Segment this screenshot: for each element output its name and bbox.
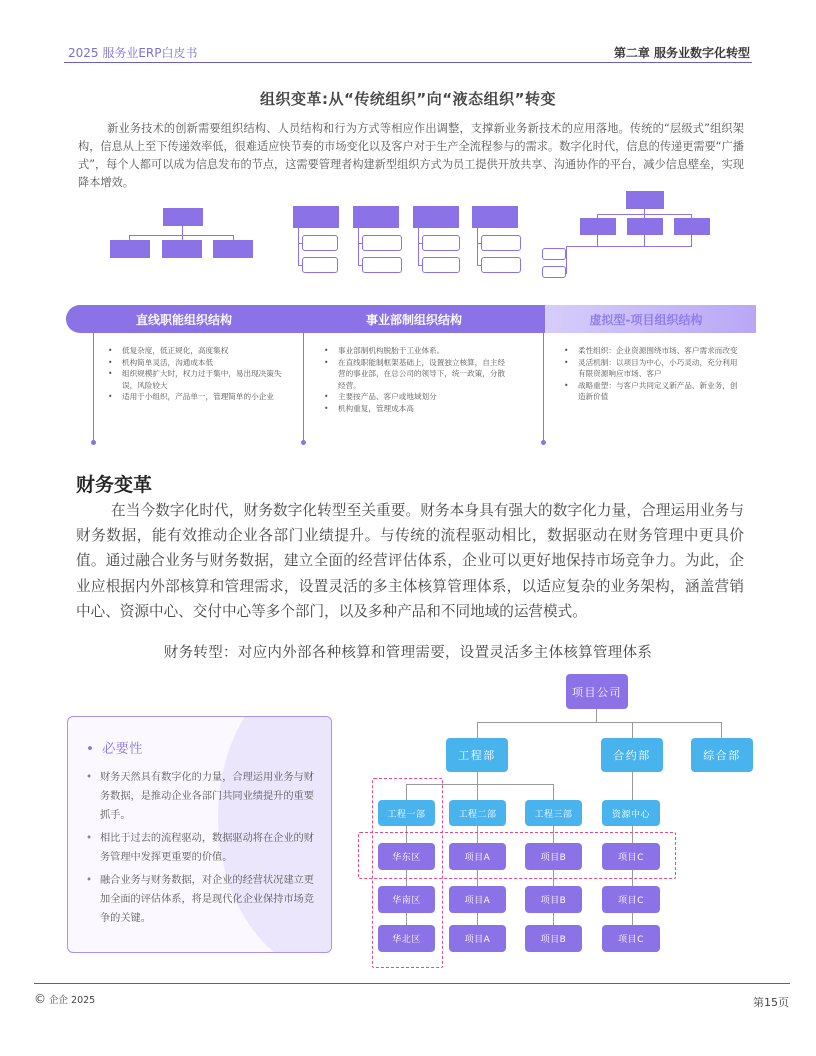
node-region-south: 华南区 bbox=[378, 886, 435, 913]
timeline-dot-3 bbox=[541, 440, 546, 445]
section-title-org-change: 组织变革:从“传统组织”向“液态组织”转变 bbox=[260, 90, 556, 108]
bullet-item: • 事业部制机构脱胎于工业体系。 bbox=[322, 345, 510, 357]
bullet-item: • 机构重复，管理成本高 bbox=[322, 403, 510, 415]
necessity-list bbox=[86, 768, 318, 932]
label-virtual-project: 虚拟型-项目组织结构 bbox=[589, 313, 703, 327]
bullets-divisional bbox=[322, 345, 510, 414]
timeline-dot-1 bbox=[91, 440, 96, 445]
necessity-item: • 融合业务与财务数据，对企业的经营状况建立更加全面的评估体系，将是现代化企业保持市场竞争的关键。 bbox=[86, 871, 318, 928]
necessity-item: • 相比于过去的流程驱动，数据驱动将在企业的财务管理中发挥更重要的价值。 bbox=[86, 829, 318, 867]
node-eng-2: 工程二部 bbox=[449, 800, 506, 826]
node-project-c: 项目C bbox=[602, 886, 660, 913]
header-chapter-title: 第二章 服务业数字化转型 bbox=[613, 46, 750, 60]
node-project-b: 项目B bbox=[525, 886, 582, 913]
section-paragraph-org-change: 新业务技术的创新需要组织结构、人员结构和行为方式等相应作出调整，支撑新业务新技术的应用落地。传统的“层级式”组织架构，信息从上至下传递效率低，很难适应快节奏的市场变化以及客户对于生产全流程参与的需求。数字化时代，信息的传递更需要“广播式”，每个人都可以成为信息发布的节点，这需要管理者构建新型组织方式为员工提供开放共享、沟通协作的平台，减少信息壁垒，实现降本增效。 bbox=[78, 122, 744, 189]
bullet-item: • 柔性组织：企业资源围绕市场、客户需求而改变 bbox=[562, 345, 740, 357]
bullet-item: • 适用于小组织，产品单一，管理简单的小企业 bbox=[106, 391, 282, 403]
label-divisional: 事业部制组织结构 bbox=[365, 313, 462, 327]
bullet-item: • 低复杂度，低正规化，高度集权 bbox=[106, 345, 282, 357]
node-region-north: 华北区 bbox=[378, 925, 435, 952]
timeline-dot-2 bbox=[301, 440, 306, 445]
bullet-item: • 在直线职能制框架基础上，设置独立核算，自主经营的事业部，在总公司的领导下，统一政策，分散经营。 bbox=[322, 357, 510, 392]
highlight-row-east bbox=[358, 832, 676, 879]
finance-subtitle: 财务转型：对应内外部各种核算和管理需要，设置灵活多主体核算管理体系 bbox=[163, 645, 653, 661]
timeline-line-3 bbox=[543, 333, 544, 441]
timeline-line-2 bbox=[303, 333, 304, 441]
node-eng-1: 工程一部 bbox=[378, 800, 435, 826]
node-project-b: 项目B bbox=[525, 843, 582, 870]
node-project-b: 项目B bbox=[525, 925, 582, 952]
bullet-item: • 主要按产品、客户或地域划分 bbox=[322, 391, 510, 403]
page-number: 第15页 bbox=[753, 996, 789, 1009]
node-eng-3: 工程三部 bbox=[525, 800, 582, 826]
bullets-line-function bbox=[106, 345, 282, 403]
footer-copyright bbox=[34, 992, 95, 1006]
node-contract-dept: 合约部 bbox=[601, 738, 663, 772]
node-project-c: 项目C bbox=[602, 925, 660, 952]
finance-paragraph: 在当今数字化时代，财务数字化转型至关重要。财务本身具有强大的数字化力量，合理运用业务与财务数据，能有效推动企业各部门业绩提升。与传统的流程驱动相比，数据驱动在财务管理中更具价值。通过融合业务与财务数据，建立全面的经营评估体系，企业可以更好地保持市场竞争力。为此，企业应根据内外部核算和管理需求，设置灵活的多主体核算管理体系，以适应复杂的业务架构，涵盖营销中心、资源中心、交付中心等多个部门，以及多种产品和不同地域的运营模式。 bbox=[76, 502, 744, 620]
header-divider bbox=[64, 62, 752, 63]
node-project-a: 项目A bbox=[449, 925, 506, 952]
bullet-item: • 灵活机制：以项目为中心，小巧灵动，充分利用有限资源响应市场、客户 bbox=[562, 357, 740, 380]
bullet-item: • 机构简单灵活，沟通成本低 bbox=[106, 357, 282, 369]
node-resource-center: 资源中心 bbox=[602, 800, 660, 826]
node-engineering-dept: 工程部 bbox=[446, 738, 508, 772]
header-doc-title: 2025 服务业ERP白皮书 bbox=[68, 46, 198, 60]
finance-heading: 财务变革 bbox=[76, 474, 153, 496]
node-region-east: 华东区 bbox=[378, 843, 435, 870]
label-line-function: 直线职能组织结构 bbox=[135, 313, 232, 327]
copyright-icon: © bbox=[34, 992, 46, 1006]
node-project-company: 项目公司 bbox=[566, 674, 628, 709]
footer-brand: 企企 2025 bbox=[49, 995, 96, 1006]
node-project-c: 项目C bbox=[602, 843, 660, 870]
bullet-item: • 组织规模扩大时，权力过于集中，易出现决策失误，风险较大 bbox=[106, 368, 282, 391]
bullet-item: • 战略重塑：与客户共同定义新产品、新业务，创造新价值 bbox=[562, 380, 740, 403]
node-project-a: 项目A bbox=[449, 886, 506, 913]
necessity-title: • 必要性 bbox=[86, 737, 142, 757]
bullets-virtual-project bbox=[562, 345, 740, 403]
node-general-dept: 综合部 bbox=[691, 738, 753, 772]
necessity-item: • 财务天然具有数字化的力量，合理运用业务与财务数据，是推动企业各部门共同业绩提升的重要抓手。 bbox=[86, 768, 318, 825]
node-project-a: 项目A bbox=[449, 843, 506, 870]
timeline-line-1 bbox=[93, 333, 94, 441]
footer-divider bbox=[34, 983, 790, 984]
